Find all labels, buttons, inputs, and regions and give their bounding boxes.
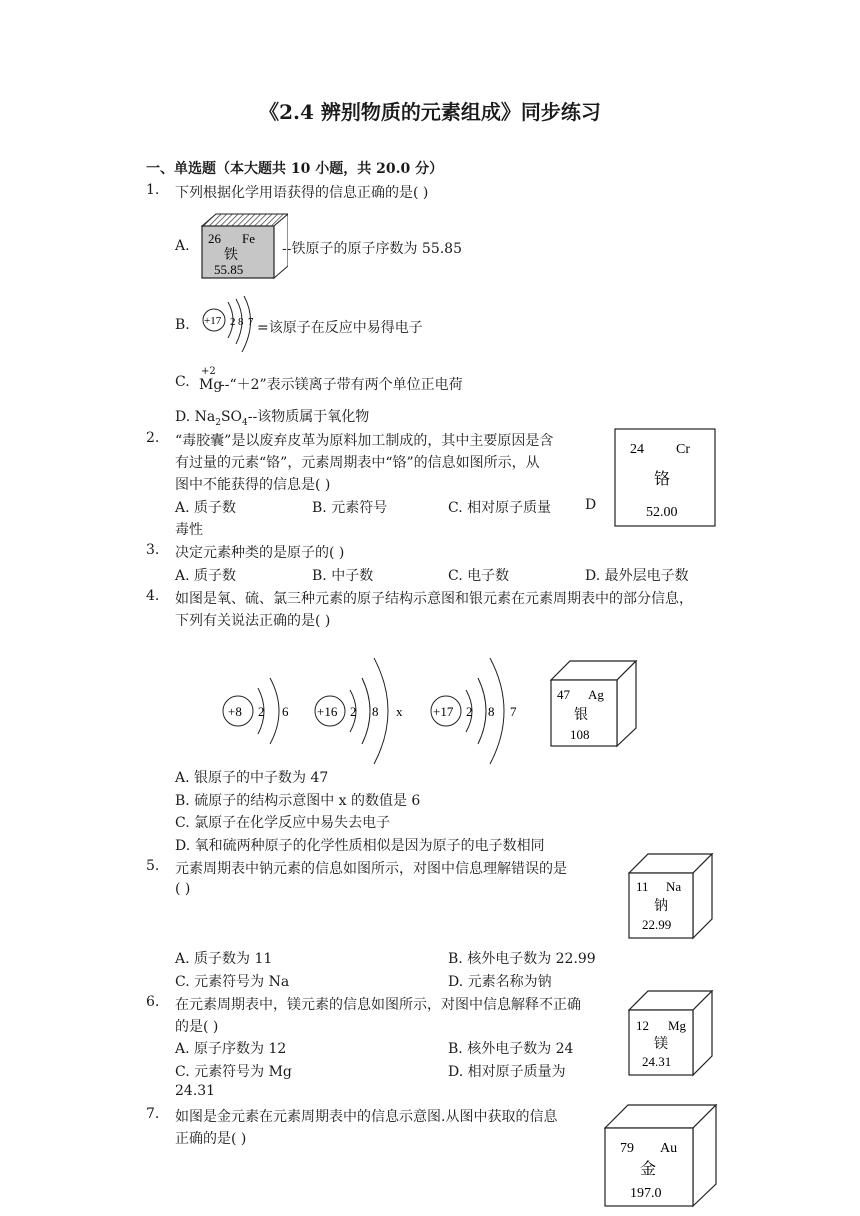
q4-chlorine-shell-1: 2 — [466, 704, 473, 719]
q4-oxygen-shell-1: 2 — [258, 704, 265, 719]
q6-line-2: 的是( ) — [175, 1019, 219, 1035]
q4-silver-mass: 108 — [570, 727, 590, 742]
q1-number: 1. — [146, 182, 160, 198]
q3-option-a: A. 质子数 — [175, 568, 237, 584]
q6-option-a: A. 原子序数为 12 — [175, 1041, 287, 1057]
q4-sulfur-diagram — [310, 652, 410, 770]
q6-option-d-wrap: 24.31 — [175, 1083, 216, 1099]
q1-iron-mass: 55.85 — [214, 262, 244, 277]
q7-line-2: 正确的是( ) — [175, 1131, 247, 1147]
q4-oxygen-shell-2: 6 — [282, 704, 289, 719]
q5-option-d: D. 元素名称为钠 — [448, 974, 552, 990]
q4-silver-number: 47 — [557, 687, 570, 702]
q5-option-a: A. 质子数为 11 — [175, 951, 273, 967]
q1-option-c-charge: +2 — [201, 366, 216, 377]
q2-number: 2. — [146, 430, 160, 446]
q4-option-c: C. 氯原子在化学反应中易失去电子 — [175, 815, 391, 831]
q5-tile-number: 11 — [636, 879, 649, 894]
q1-option-d-text: --该物质属于氧化物 — [247, 409, 370, 425]
q7-gold-tile — [604, 1104, 718, 1208]
q1-option-a-label: A. — [175, 238, 190, 254]
q2-option-d-label: D — [585, 497, 597, 513]
q1-iron-name: 铁 — [224, 248, 238, 263]
q7-tile-symbol: Au — [660, 1141, 678, 1156]
q1-stem: 下列根据化学用语获得的信息正确的是( ) — [175, 185, 429, 201]
q7-line-1: 如图是金元素在元素周期表中的信息示意图.从图中获取的信息 — [175, 1109, 558, 1125]
q2-option-b: B. 元素符号 — [312, 500, 388, 516]
q5-line-2: ( ) — [175, 881, 191, 897]
q1-option-d-label: D. Na — [175, 409, 216, 425]
q4-sulfur-shell-3: x — [396, 704, 403, 719]
q4-silver-name: 银 — [574, 708, 588, 723]
q4-chlorine-shell-2: 8 — [488, 704, 495, 719]
q1-atom-shell-1: 2 — [230, 316, 236, 328]
q7-tile-number: 79 — [620, 1141, 634, 1156]
page-title: 《2.4 辨别物质的元素组成》同步练习 — [259, 100, 601, 124]
q6-tile-name: 镁 — [654, 1037, 668, 1052]
q4-chlorine-diagram — [426, 652, 526, 770]
q4-chlorine-shell-3: 7 — [510, 704, 517, 719]
q1-chlorine-diagram — [198, 296, 262, 356]
q3-stem: 决定元素种类的是原子的( ) — [175, 545, 345, 561]
q5-sodium-tile — [628, 853, 714, 941]
q5-line-1: 元素周期表中钠元素的信息如图所示，对图中信息理解错误的是 — [175, 861, 567, 877]
q1-atom-shell-2: 8 — [238, 316, 244, 328]
q6-option-c: C. 元素符号为 Mg — [175, 1064, 292, 1080]
q6-tile-symbol: Mg — [668, 1018, 687, 1033]
q5-option-c: C. 元素符号为 Na — [175, 974, 290, 990]
q4-chlorine-nucleus: +17 — [433, 704, 454, 719]
q4-option-b: B. 硫原子的结构示意图中 x 的数值是 6 — [175, 793, 421, 809]
q4-sulfur-shell-1: 2 — [350, 704, 357, 719]
q7-tile-name: 金 — [640, 1161, 657, 1178]
q7-number: 7. — [146, 1106, 160, 1122]
q2-option-c: C. 相对原子质量 — [448, 500, 552, 516]
q2-line-1: “毒胶囊”是以废弃皮革为原料加工制成的，其中主要原因是含 — [175, 433, 554, 449]
q4-line-2: 下列有关说法正确的是( ) — [175, 613, 331, 629]
q4-option-d: D. 氧和硫两种原子的化学性质相似是因为原子的电子数相同 — [175, 838, 545, 854]
q1-iron-number: 26 — [208, 231, 221, 246]
q5-tile-name: 钠 — [654, 899, 668, 914]
q3-option-d: D. 最外层电子数 — [585, 568, 689, 584]
q2-line-2: 有过量的元素“铬”，元素周期表中“铬”的信息如图所示，从 — [175, 455, 540, 471]
q6-number: 6. — [146, 994, 160, 1010]
q2-tile-mass: 52.00 — [646, 505, 678, 520]
q4-oxygen-diagram — [218, 668, 300, 754]
q2-tile-number: 24 — [630, 442, 644, 457]
q4-sulfur-shell-2: 8 — [372, 704, 379, 719]
q1-option-d-sub2: 4 — [242, 417, 248, 428]
q1-option-c-label: C. — [175, 374, 190, 390]
q5-tile-symbol: Na — [666, 879, 682, 894]
q3-number: 3. — [146, 542, 160, 558]
q2-tile-name: 铬 — [654, 471, 671, 488]
q4-option-a: A. 银原子的中子数为 47 — [175, 770, 329, 786]
q5-number: 5. — [146, 858, 160, 874]
q1-option-b-text: =该原子在反应中易得电子 — [257, 320, 423, 336]
q2-tile-symbol: Cr — [676, 442, 690, 457]
q1-option-c-text: --“＋2”表示镁离子带有两个单位正电荷 — [220, 377, 463, 393]
q6-option-d: D. 相对原子质量为 — [448, 1064, 566, 1080]
q6-tile-number: 12 — [636, 1018, 649, 1033]
q1-option-b-label: B. — [175, 317, 190, 333]
q1-iron-symbol: Fe — [242, 231, 255, 246]
q2-line-3: 图中不能获得的信息是( ) — [175, 477, 331, 493]
q4-silver-symbol: Ag — [588, 687, 604, 702]
q4-line-1: 如图是氧、硫、氯三种元素的原子结构示意图和银元素在元素周期表中的部分信息， — [175, 591, 693, 607]
q3-option-b: B. 中子数 — [312, 568, 374, 584]
q1-iron-tile — [200, 212, 288, 282]
q1-option-a-text: --铁原子的原子序数为 55.85 — [282, 241, 462, 257]
q6-magnesium-tile — [628, 990, 714, 1078]
q2-option-d-wrap: 毒性 — [175, 522, 203, 538]
section-heading: 一、单选题（本大题共 10 小题，共 20.0 分） — [146, 161, 444, 177]
q1-option-d-sub1: 2 — [215, 417, 221, 428]
q2-chromium-tile — [614, 428, 716, 528]
q4-number: 4. — [146, 588, 160, 604]
q5-tile-mass: 22.99 — [642, 917, 672, 932]
q5-option-b: B. 核外电子数为 22.99 — [448, 951, 596, 967]
q6-option-b: B. 核外电子数为 24 — [448, 1041, 574, 1057]
q7-tile-mass: 197.0 — [630, 1186, 662, 1201]
q1-option-d — [175, 406, 369, 428]
q6-tile-mass: 24.31 — [642, 1054, 672, 1069]
q4-sulfur-nucleus: +16 — [317, 704, 338, 719]
q2-option-a: A. 质子数 — [175, 500, 237, 516]
q1-option-d-mid: SO — [220, 409, 243, 425]
q4-silver-tile — [550, 660, 638, 748]
q3-option-c: C. 电子数 — [448, 568, 510, 584]
q1-atom-nucleus: +17 — [204, 315, 222, 327]
q1-atom-shell-3: 7 — [248, 316, 254, 328]
q6-line-1: 在元素周期表中，镁元素的信息如图所示，对图中信息解释不正确 — [175, 997, 581, 1013]
q4-oxygen-nucleus: +8 — [228, 704, 242, 719]
q1-option-c-symbol: Mg — [199, 377, 223, 393]
